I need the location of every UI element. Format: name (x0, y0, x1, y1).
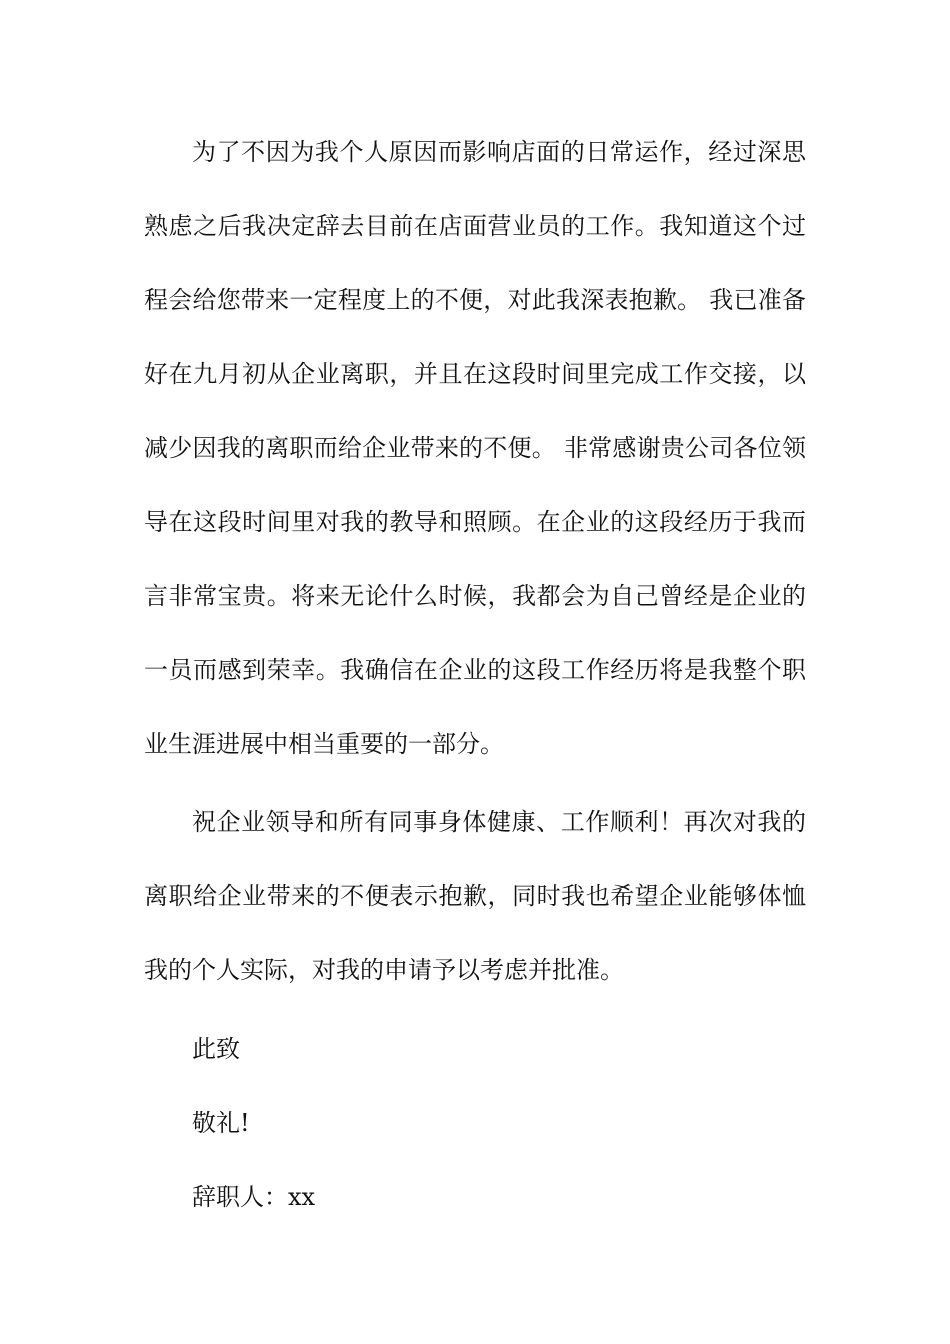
paragraph-line: 离职给企业带来的不便表示抱歉，同时我也希望企业能够体恤 (144, 882, 806, 910)
paragraph-line: 我的个人实际，对我的申请予以考虑并批准。 (144, 956, 624, 984)
paragraph-line: 好在九月初从企业离职，并且在这段时间里完成工作交接，以 (144, 360, 806, 388)
paragraph-line: 导在这段时间里对我的教导和照顾。在企业的这段经历于我而 (144, 508, 806, 536)
signature: 辞职人：xx (192, 1183, 316, 1211)
paragraph-line: 业生涯进展中相当重要的一部分。 (144, 730, 504, 758)
paragraph-line: 为了不因为我个人原因而影响店面的日常运作，经过深思 (192, 138, 806, 166)
paragraph-line: 一员而感到荣幸。我确信在企业的这段工作经历将是我整个职 (144, 656, 806, 684)
paragraph-line: 程会给您带来一定程度上的不便，对此我深表抱歉。 我已准备 (144, 286, 806, 314)
regards: 敬礼! (192, 1109, 250, 1137)
salutation: 此致 (192, 1035, 240, 1063)
paragraph-line: 祝企业领导和所有同事身体健康、工作顺利！再次对我的 (192, 808, 806, 836)
paragraph-line: 减少因我的离职而给企业带来的不便。 非常感谢贵公司各位领 (144, 434, 806, 462)
paragraph-line: 熟虑之后我决定辞去目前在店面营业员的工作。我知道这个过 (144, 212, 806, 240)
paragraph-line: 言非常宝贵。将来无论什么时候，我都会为自己曾经是企业的 (144, 582, 806, 610)
